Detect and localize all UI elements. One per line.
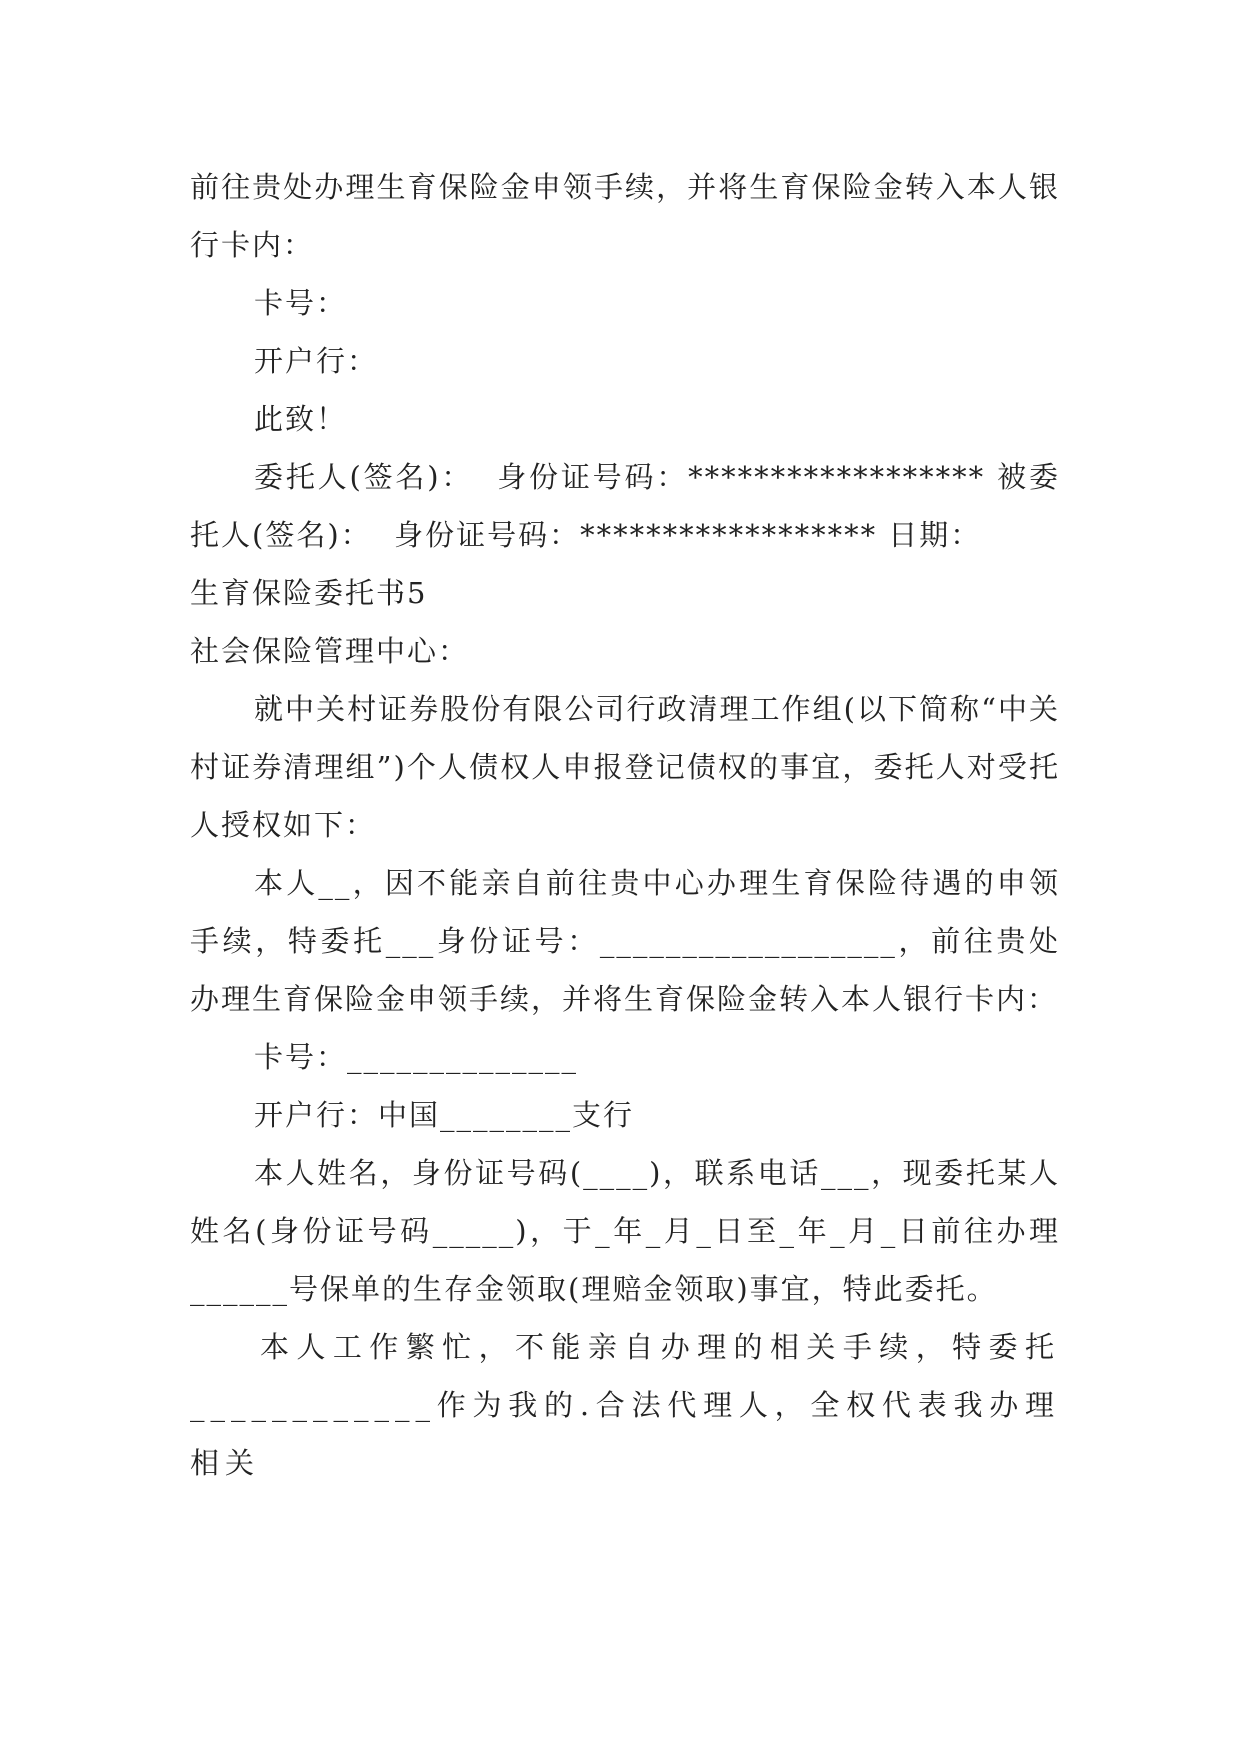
paragraph-bank-blank: 开户行：中国________支行: [254, 1098, 635, 1132]
paragraph-addressee: 社会保险管理中心：: [190, 634, 470, 668]
paragraph-legal-agent: 本人工作繁忙，不能亲自办理的相关手续，特委托____________作为我的.合法代理人，全权代表我办理相关: [190, 1330, 1060, 1480]
section-title: 生育保险委托书5: [190, 576, 428, 610]
paragraph-card-number-blank: 卡号：______________: [254, 1040, 579, 1074]
paragraph-signatures: 委托人(签名)： 身份证号码：****************** 被委托人(签名)： 身份证号码：****************** 日期：: [190, 460, 1060, 552]
paragraph-policy-delegation: 本人姓名，身份证号码(____)，联系电话___，现委托某人姓名(身份证号码_____)，于_年_月_日至_年_月_日前往办理______号保单的生存金领取(理赔金领取)事宜，特此委托。: [190, 1156, 1060, 1306]
paragraph-transfer-request: 前往贵处办理生育保险金申领手续，并将生育保险金转入本人银行卡内：: [190, 170, 1060, 262]
paragraph-delegation: 本人__，因不能亲自前往贵中心办理生育保险待遇的申领手续，特委托___身份证号：__________________，前往贵处办理生育保险金申领手续，并将生育保险金转入本人银行卡内：: [190, 866, 1060, 1016]
paragraph-card-number: 卡号：: [254, 286, 348, 320]
paragraph-bank: 开户行：: [254, 344, 379, 378]
document-body: [190, 158, 1060, 1492]
paragraph-authorization-intro: 就中关村证券股份有限公司行政清理工作组(以下简称“中关村证券清理组”)个人债权人申报登记债权的事宜，委托人对受托人授权如下：: [190, 692, 1060, 842]
paragraph-closing: 此致！: [254, 402, 348, 436]
